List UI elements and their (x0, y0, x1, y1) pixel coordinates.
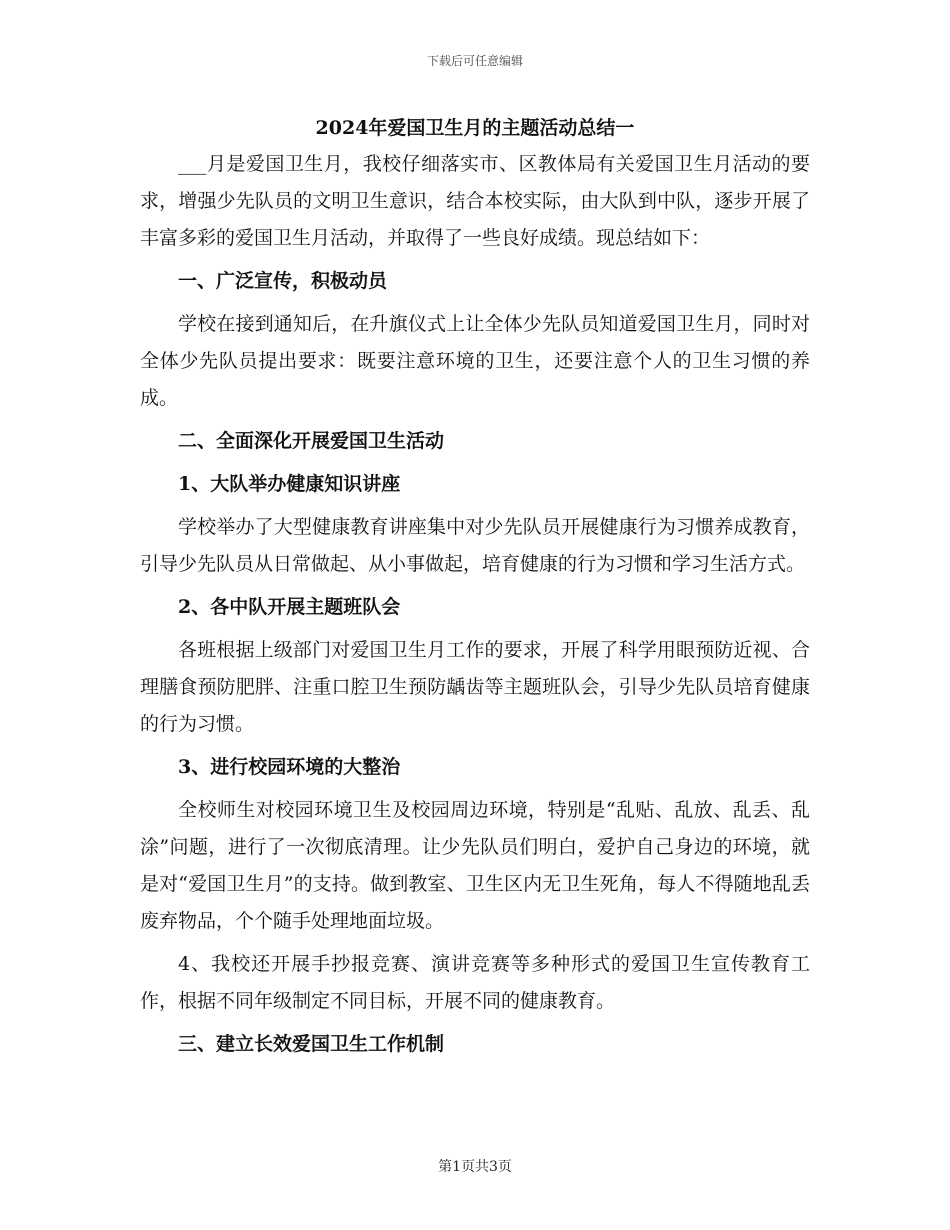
paragraph-intro: ___月是爱国卫生月，我校仔细落实市、区教体局有关爱国卫生月活动的要求，增强少先队员的文明卫生意识，结合本校实际，由大队到中队，逐步开展了丰富多彩的爱国卫生月活动，并取得了一些良好成绩。现总结如下： (140, 153, 810, 249)
paragraph-competitions: 4、我校还开展手抄报竞赛、演讲竞赛等多种形式的爱国卫生宣传教育工作，根据不同年级制定不同目标，开展不同的健康教育。 (140, 953, 810, 1012)
paragraph-lecture: 学校举办了大型健康教育讲座集中对少先队员开展健康行为习惯养成教育，引导少先队员从日常做起、从小事做起，培育健康的行为习惯和学习生活方式。 (140, 516, 810, 575)
page-number: 第1页共3页 (438, 1159, 512, 1175)
paragraph-publicity: 学校在接到通知后，在升旗仪式上让全体少先队员知道爱国卫生月，同时对全体少先队员提出要求：既要注意环境的卫生，还要注意个人的卫生习惯的养成。 (140, 313, 810, 409)
paragraph-class-meeting: 各班根据上级部门对爱国卫生月工作的要求，开展了科学用眼预防近视、合理膳食预防肥胖、注重口腔卫生预防龋齿等主题班队会，引导少先队员培育健康的行为习惯。 (140, 639, 810, 735)
heading-section-3: 三、建立长效爱国卫生工作机制 (178, 1033, 445, 1055)
heading-subsection-1: 1、大队举办健康知识讲座 (178, 473, 401, 495)
document-title: 2024年爱国卫生月的主题活动总结一 (315, 117, 635, 139)
header-note: 下载后可任意编辑 (426, 54, 523, 68)
paragraph-environment: 全校师生对校园环境卫生及校园周边环境，特别是“乱贴、乱放、乱丢、乱涂”问题，进行了一次彻底清理。让少先队员们明白，爱护自己身边的环境，就是对“爱国卫生月”的支持。做到教室、卫生区内无卫生死角，每人不得随地乱丢废弃物品，个个随手处理地面垃圾。 (140, 799, 810, 932)
heading-section-1: 一、广泛宣传，积极动员 (178, 270, 388, 292)
heading-subsection-2: 2、各中队开展主题班队会 (178, 596, 401, 618)
heading-subsection-3: 3、进行校园环境的大整治 (178, 756, 401, 778)
document-body (140, 112, 810, 1063)
heading-section-2: 二、全面深化开展爱国卫生活动 (178, 430, 445, 452)
